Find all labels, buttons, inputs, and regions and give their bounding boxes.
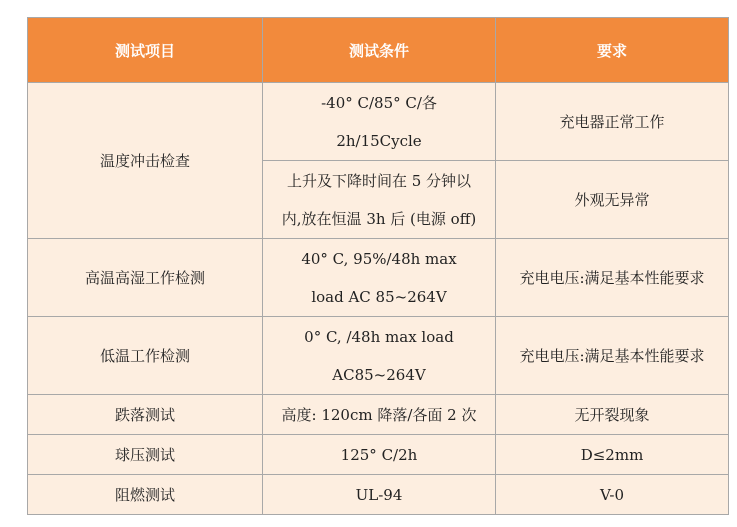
header-requirement: 要求	[496, 18, 729, 83]
condition-line: 0° C, /48h max load	[304, 327, 454, 346]
cell-requirement: 无开裂现象	[496, 395, 729, 435]
cell-condition: 高度: 120cm 降落/各面 2 次	[263, 395, 496, 435]
table-row	[28, 395, 729, 435]
condition-line: 上升及下降时间在 5 分钟以	[286, 171, 472, 190]
condition-line: 40° C, 95%/48h max	[301, 249, 457, 268]
cell-condition	[263, 239, 496, 317]
cell-item: 低温工作检测	[28, 317, 263, 395]
cell-requirement: 充电电压:满足基本性能要求	[496, 239, 729, 317]
table-row	[28, 317, 729, 395]
table-row	[28, 239, 729, 317]
cell-condition	[263, 161, 496, 239]
condition-line: load AC 85~264V	[311, 287, 447, 306]
cell-item: 高温高湿工作检测	[28, 239, 263, 317]
cell-requirement: 外观无异常	[496, 161, 729, 239]
table-row	[28, 435, 729, 475]
table-header-row	[28, 18, 729, 83]
table-row	[28, 83, 729, 161]
condition-line: 2h/15Cycle	[336, 131, 422, 150]
cell-condition	[263, 83, 496, 161]
cell-condition: 125° C/2h	[263, 435, 496, 475]
cell-requirement: 充电电压:满足基本性能要求	[496, 317, 729, 395]
cell-condition	[263, 317, 496, 395]
cell-item: 温度冲击检查	[28, 83, 263, 239]
cell-item: 球压测试	[28, 435, 263, 475]
condition-line: 内,放在恒温 3h 后 (电源 off)	[281, 209, 477, 228]
table-row	[28, 475, 729, 515]
condition-line: -40° C/85° C/各	[321, 93, 437, 112]
cell-item: 阻燃测试	[28, 475, 263, 515]
cell-item: 跌落测试	[28, 395, 263, 435]
cell-requirement: D≤2mm	[496, 435, 729, 475]
header-test-condition: 测试条件	[263, 18, 496, 83]
cell-requirement: V-0	[496, 475, 729, 515]
test-spec-table	[27, 17, 729, 515]
header-test-item: 测试项目	[28, 18, 263, 83]
condition-line: AC85~264V	[332, 365, 426, 384]
cell-requirement: 充电器正常工作	[496, 83, 729, 161]
cell-condition: UL-94	[263, 475, 496, 515]
